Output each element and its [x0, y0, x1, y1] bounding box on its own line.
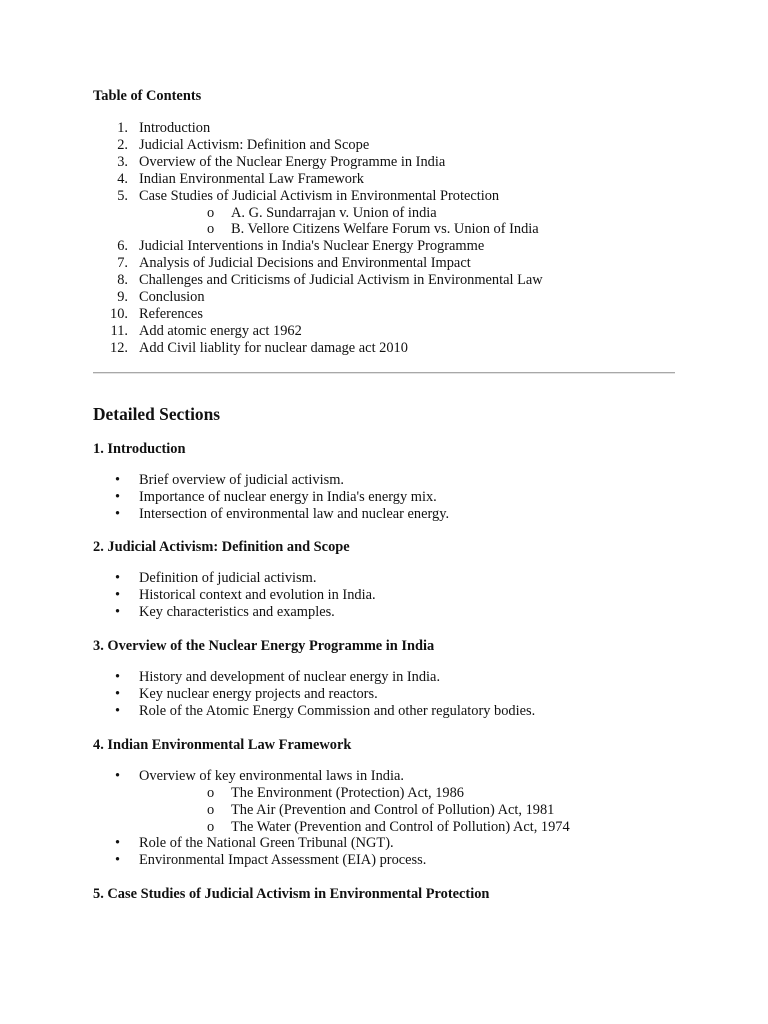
bullet-marker: •	[115, 702, 121, 719]
toc-item	[93, 154, 675, 171]
toc-item-text: Add Civil liablity for nuclear damage act 2010	[139, 339, 408, 356]
bullet-item	[93, 570, 675, 587]
toc-subitem	[139, 221, 675, 238]
toc-subitem	[139, 205, 675, 222]
sub-bullet-text: The Environment (Protection) Act, 1986	[231, 784, 464, 801]
toc-item-number: 5.	[117, 187, 128, 204]
bullet-marker: •	[115, 570, 121, 587]
toc-item	[93, 306, 675, 323]
detailed-sections-title: Detailed Sections	[93, 403, 221, 424]
sub-bullet-marker: o	[207, 221, 215, 238]
toc-item-number: 6.	[117, 238, 128, 255]
bullet-item	[93, 703, 675, 720]
bullet-sublist	[139, 785, 675, 836]
section-bullet-list	[93, 570, 675, 621]
bullet-marker: •	[115, 852, 121, 869]
toc-item	[93, 323, 675, 340]
bullet-text: Importance of nuclear energy in India's energy mix.	[139, 488, 437, 505]
sub-bullet-marker: o	[207, 784, 215, 801]
toc-item	[93, 171, 675, 188]
toc-item	[93, 188, 675, 239]
toc-subitem-text: A. G. Sundarrajan v. Union of india	[231, 204, 437, 221]
toc-subitem-text: B. Vellore Citizens Welfare Forum vs. Union of India	[231, 221, 539, 238]
section-heading: 4. Indian Environmental Law Framework	[93, 736, 352, 753]
bullet-item	[93, 489, 675, 506]
bullet-marker: •	[115, 505, 121, 522]
toc-item-number: 12.	[110, 339, 128, 356]
toc-item-number: 8.	[117, 272, 128, 289]
toc-list	[93, 120, 675, 357]
sub-bullet-text: The Air (Prevention and Control of Pollution) Act, 1981	[231, 801, 555, 818]
bullet-item	[93, 768, 675, 836]
bullet-text: Overview of key environmental laws in India.	[139, 767, 404, 784]
section-heading: 3. Overview of the Nuclear Energy Programme in India	[93, 638, 435, 655]
section-heading: 5. Case Studies of Judicial Activism in Environmental Protection	[93, 886, 490, 903]
bullet-text: Brief overview of judicial activism.	[139, 471, 345, 488]
bullet-text: Definition of judicial activism.	[139, 570, 317, 587]
bullet-item	[93, 472, 675, 489]
bullet-text: History and development of nuclear energy in India.	[139, 669, 441, 686]
sub-bullet-text: The Water (Prevention and Control of Pollution) Act, 1974	[231, 818, 570, 835]
toc-item-number: 7.	[117, 255, 128, 272]
sub-bullet-marker: o	[207, 801, 215, 818]
bullet-marker: •	[115, 488, 121, 505]
bullet-marker: •	[115, 835, 121, 852]
toc-item	[93, 137, 675, 154]
section-heading: 2. Judicial Activism: Definition and Scope	[93, 539, 350, 556]
bullet-marker: •	[115, 604, 121, 621]
bullet-text: Role of the National Green Tribunal (NGT).	[139, 835, 394, 852]
bullet-marker: •	[115, 669, 121, 686]
toc-item-text: Judicial Activism: Definition and Scope	[139, 136, 370, 153]
bullet-item	[93, 604, 675, 621]
toc-item-number: 9.	[117, 289, 128, 306]
bullet-marker: •	[115, 767, 121, 784]
bullet-item	[93, 852, 675, 869]
toc-item-text: Analysis of Judicial Decisions and Environmental Impact	[139, 255, 471, 272]
bullet-marker: •	[115, 587, 121, 604]
toc-item-text: Overview of the Nuclear Energy Programme in India	[139, 153, 446, 170]
section-bullet-list	[93, 768, 675, 869]
toc-item	[93, 120, 675, 137]
sub-bullet-marker: o	[207, 204, 215, 221]
sub-bullet-marker: o	[207, 818, 215, 835]
sub-bullet-item	[139, 802, 675, 819]
toc-item	[93, 289, 675, 306]
section-heading: 1. Introduction	[93, 440, 186, 457]
toc-item-number: 3.	[117, 153, 128, 170]
toc-item	[93, 255, 675, 272]
bullet-item	[93, 506, 675, 523]
toc-item	[93, 272, 675, 289]
bullet-text: Environmental Impact Assessment (EIA) process.	[139, 852, 427, 869]
section-bullet-list	[93, 472, 675, 523]
bullet-text: Key nuclear energy projects and reactors.	[139, 686, 378, 703]
bullet-text: Historical context and evolution in India.	[139, 587, 376, 604]
toc-title: Table of Contents	[93, 88, 202, 104]
toc-item-number: 4.	[117, 170, 128, 187]
toc-item-text: Introduction	[139, 120, 211, 136]
document-page	[93, 87, 675, 904]
toc-item-number: 1.	[117, 120, 128, 136]
toc-item-text: Case Studies of Judicial Activism in Environmental Protection	[139, 187, 500, 204]
toc-item	[93, 238, 675, 255]
toc-item-text: Indian Environmental Law Framework	[139, 170, 364, 187]
toc-item-number: 2.	[117, 136, 128, 153]
bullet-marker: •	[115, 686, 121, 703]
sub-bullet-item	[139, 785, 675, 802]
toc-item-text: Add atomic energy act 1962	[139, 322, 302, 339]
sub-bullet-item	[139, 819, 675, 836]
toc-item-text: References	[139, 305, 203, 322]
toc-sublist	[139, 205, 675, 239]
bullet-item	[93, 686, 675, 703]
toc-item-number: 11.	[110, 322, 128, 339]
toc-item-text: Judicial Interventions in India's Nuclear Energy Programme	[139, 238, 485, 255]
toc-item-text: Challenges and Criticisms of Judicial Activism in Environmental Law	[139, 272, 543, 289]
section-bullet-list	[93, 669, 675, 720]
toc-item-number: 10.	[110, 305, 128, 322]
bullet-text: Role of the Atomic Energy Commission and other regulatory bodies.	[139, 702, 536, 719]
bullet-item	[93, 835, 675, 852]
bullet-text: Key characteristics and examples.	[139, 604, 335, 621]
bullet-text: Intersection of environmental law and nuclear energy.	[139, 505, 450, 522]
toc-item-text: Conclusion	[139, 289, 205, 306]
bullet-item	[93, 587, 675, 604]
bullet-marker: •	[115, 471, 121, 488]
horizontal-divider	[93, 372, 675, 374]
toc-item	[93, 340, 675, 357]
bullet-item	[93, 669, 675, 686]
